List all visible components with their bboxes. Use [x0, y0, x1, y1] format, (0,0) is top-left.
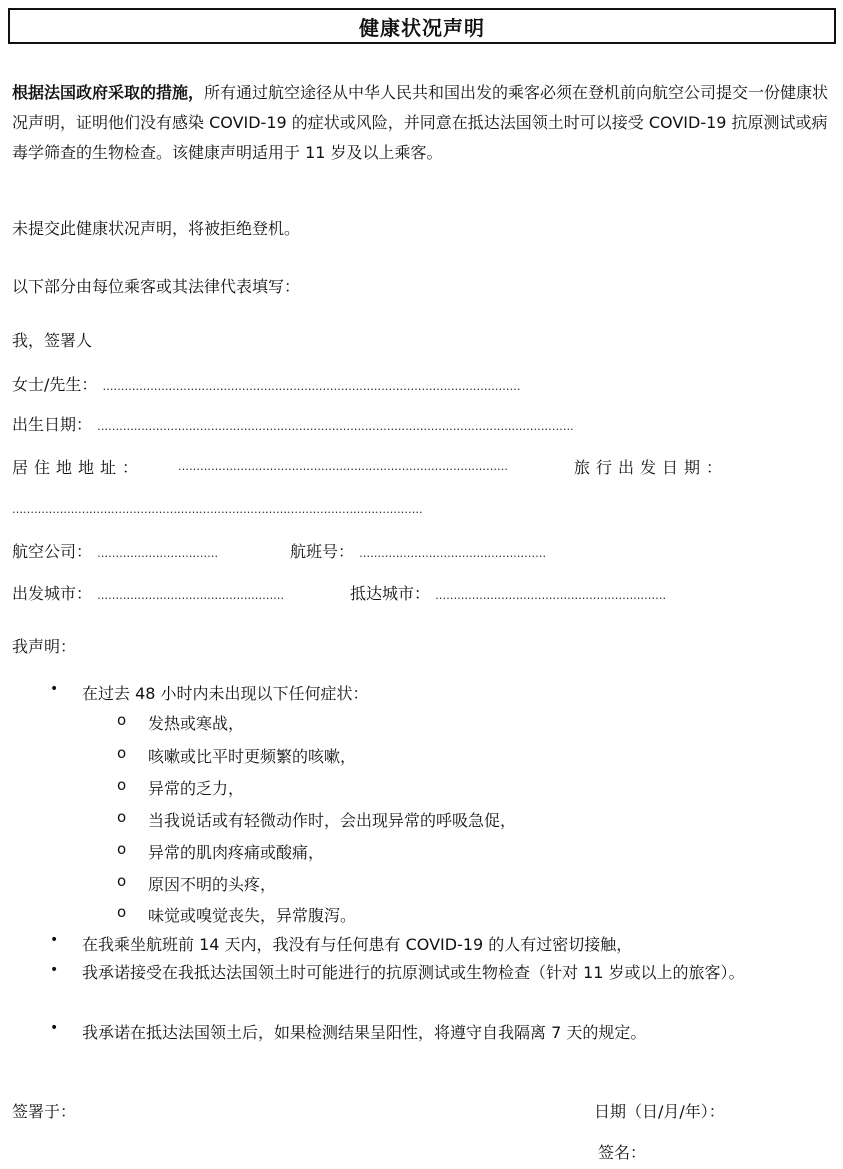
- address-continuation-input[interactable]: ………………………………………………………………………………………………….: [12, 503, 423, 516]
- bullet-icon: •: [50, 1020, 59, 1036]
- flight-number-input[interactable]: ……………………………………………: [359, 547, 547, 560]
- birth-date-label: 出生日期：: [12, 415, 93, 434]
- departure-city-input[interactable]: ……………………………………………: [97, 589, 285, 602]
- name-input[interactable]: ……………………………………………………………………………………………………: [102, 380, 521, 393]
- declaration-item-text: 我承诺在抵达法国领土后，如果检测结果呈阳性，将遵守自我隔离 7 天的规定。: [82, 1023, 647, 1042]
- birth-date-input[interactable]: ………………………………………………………………………………………………………………….: [97, 420, 574, 433]
- airline-field-row: [12, 539, 218, 562]
- bullet-icon: •: [50, 962, 59, 978]
- symptom-text: 发热或寒战，: [148, 714, 245, 733]
- declaration-item-text: 在我乘坐航班前 14 天内，我没有与任何患有 COVID-19 的人有过密切接触，: [82, 935, 633, 954]
- intro-bold-lead: 根据法国政府采取的措施，: [12, 83, 205, 102]
- symptom-text: 味觉或嗅觉丧失，异常腹泻。: [148, 906, 357, 925]
- fill-instruction: 以下部分由每位乘客或其法律代表填写：: [12, 277, 301, 296]
- title-box: [8, 8, 836, 44]
- intro-body: 所有通过航空途径从中华人民共和国出发的乘客必须在登机前向航空公司提交一份健康状况声明，证明他们没有感染 COVID-19 的症状或风险，并同意在抵达法国领土时可以接受 COVID-19 抗原测试或病毒学筛查的生物检查。该健康声明适用于 11 岁及以上乘客。: [12, 83, 829, 162]
- sub-bullet-icon: o: [117, 744, 127, 762]
- symptom-text: 异常的肌肉疼痛或酸痛，: [148, 843, 325, 862]
- departure-city-label: 出发城市：: [12, 584, 93, 603]
- declaration-heading: 我声明：: [12, 637, 77, 656]
- sub-bullet-icon: o: [117, 840, 127, 858]
- departure-city-field-row: [12, 581, 284, 604]
- declaration-item-text: 我承诺接受在我抵达法国领土时可能进行的抗原测试或生物检查（针对 11 岁或以上的旅客）。: [82, 963, 745, 982]
- name-label: 女士/先生：: [12, 375, 98, 394]
- sub-bullet-icon: o: [117, 903, 127, 921]
- arrival-city-input[interactable]: ………………………………………………………: [435, 589, 667, 602]
- departure-date-label: 旅行出发日期：: [574, 458, 729, 477]
- symptom-text: 当我说话或有轻微动作时，会出现异常的呼吸急促，: [148, 811, 517, 830]
- signature-label: 签名：: [598, 1143, 647, 1162]
- airline-label: 航空公司：: [12, 542, 93, 561]
- address-input[interactable]: ………………………………………………………………………………: [178, 460, 508, 473]
- name-field-row: [12, 372, 521, 395]
- intro-paragraph: [12, 78, 834, 168]
- birth-date-field-row: [12, 412, 574, 435]
- sub-bullet-icon: o: [117, 776, 127, 794]
- flight-number-label: 航班号：: [290, 542, 355, 561]
- arrival-city-label: 抵达城市：: [350, 584, 431, 603]
- signed-at-label: 签署于：: [12, 1102, 77, 1121]
- flight-number-field-row: [290, 539, 546, 562]
- declaration-item-text: 在过去 48 小时内未出现以下任何症状：: [82, 684, 369, 703]
- refusal-notice: 未提交此健康状况声明，将被拒绝登机。: [12, 219, 301, 238]
- symptom-text: 异常的乏力，: [148, 779, 245, 798]
- bullet-icon: •: [50, 932, 59, 948]
- address-label: 居住地地址：: [12, 458, 145, 477]
- signatory-line: 我，签署人: [12, 331, 93, 350]
- sub-bullet-icon: o: [117, 711, 127, 729]
- airline-input[interactable]: ……………………………: [97, 547, 219, 560]
- sub-bullet-icon: o: [117, 808, 127, 826]
- arrival-city-field-row: [350, 581, 666, 604]
- sub-bullet-icon: o: [117, 872, 127, 890]
- date-label: 日期（日/月/年）：: [594, 1102, 725, 1121]
- symptom-text: 咳嗽或比平时更频繁的咳嗽，: [148, 747, 357, 766]
- bullet-icon: •: [50, 681, 59, 697]
- page-title: 健康状况声明: [359, 15, 485, 40]
- symptom-text: 原因不明的头疼，: [148, 875, 277, 894]
